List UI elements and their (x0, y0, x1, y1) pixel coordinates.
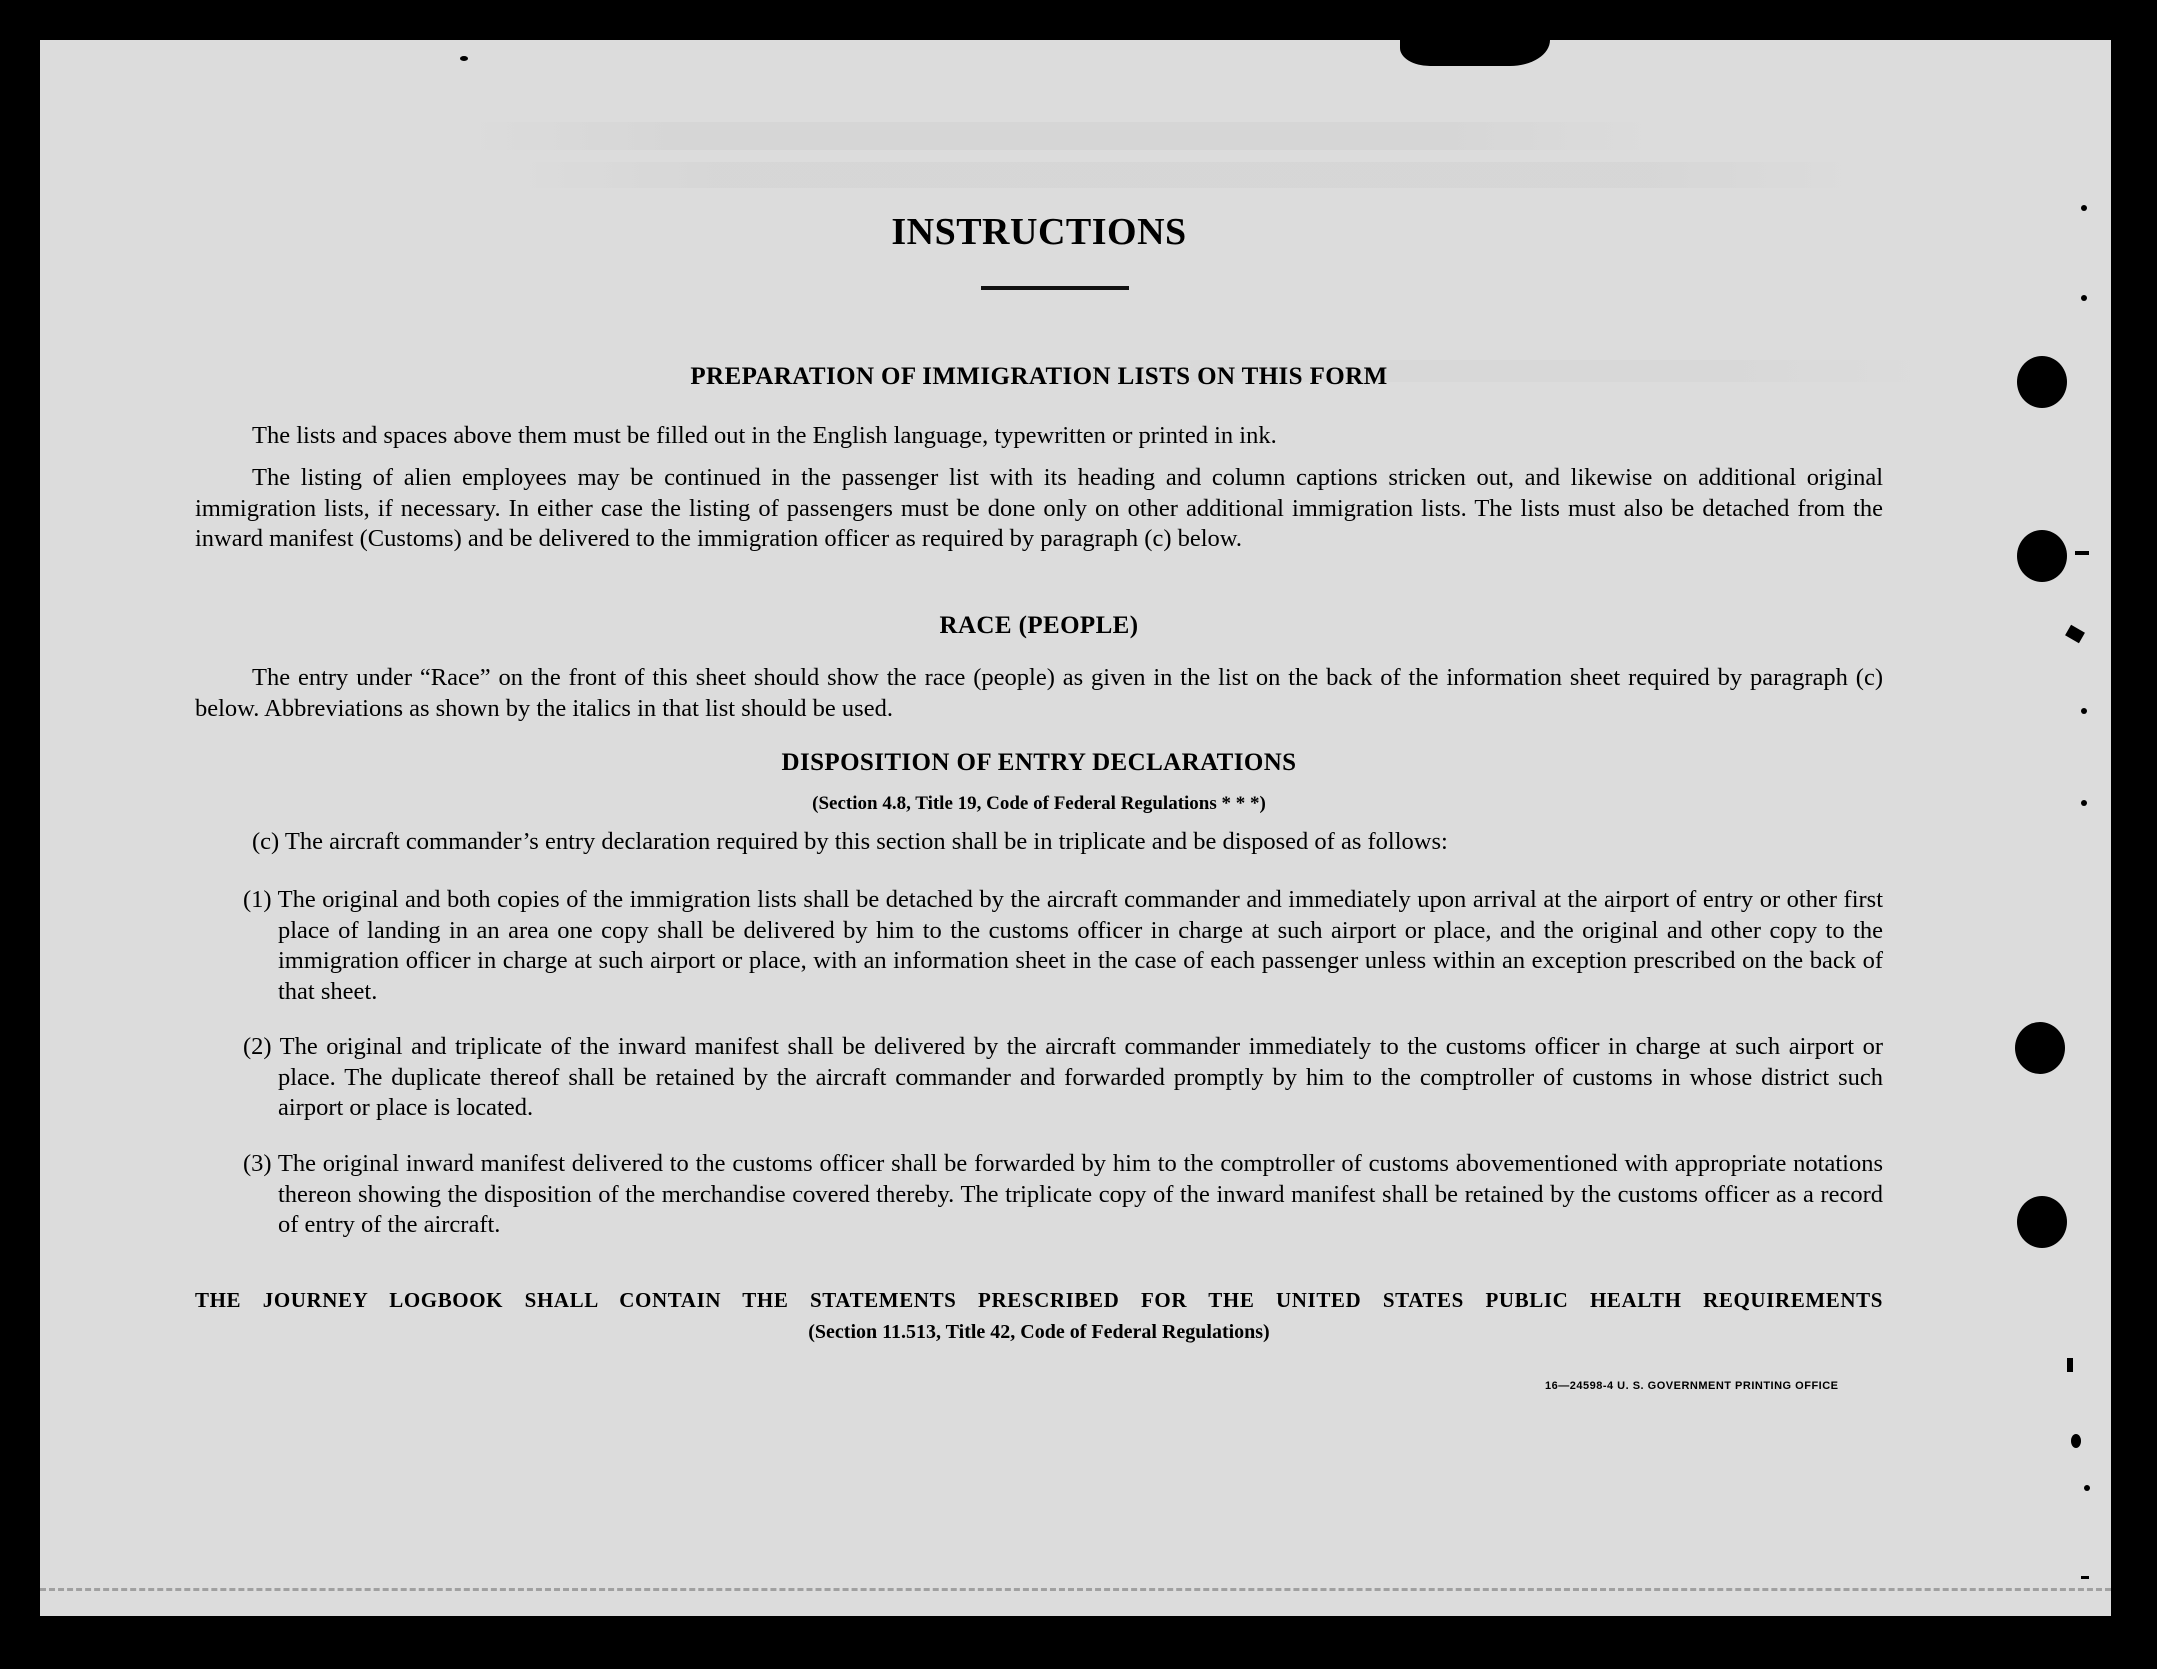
public-health-statement: THE JOURNEY LOGBOOK SHALL CONTAIN THE STATEMENTS PRESCRIBED FOR THE UNITED STATES PUBLIC HEALTH REQUIREMENTS (195, 1288, 1883, 1312)
margin-speck (2081, 295, 2087, 301)
printing-office-imprint: 16—24598-4 U. S. GOVERNMENT PRINTING OFFICE (1545, 1380, 1839, 1392)
title-underline (981, 286, 1129, 290)
margin-speck (2084, 1485, 2090, 1491)
page-title: INSTRUCTIONS (891, 211, 1187, 253)
public-health-citation: (Section 11.513, Title 42, Code of Federal Regulations) (808, 1321, 1270, 1343)
disposition-intro: (c) The aircraft commander’s entry declaration required by this section shall be in triplicate and be disposed of as follows: (252, 828, 1448, 855)
race-heading: RACE (PEOPLE) (939, 612, 1139, 639)
punch-hole (2017, 530, 2067, 582)
bleed-through-mark (510, 162, 1860, 188)
disposition-citation: (Section 4.8, Title 19, Code of Federal Regulations * * *) (812, 793, 1266, 814)
sheet-bottom-edge (40, 1588, 2111, 1591)
torn-edge (1400, 38, 1550, 66)
disposition-item-2: (2) The original and triplicate of the inward manifest shall be delivered by the aircraft commander immediately to the customs officer in charge at such airport or place. The duplicate thereof shall be retained by the aircraft commander and forwarded promptly by him to the comptroller of customs in whose district such airport or place is located. (243, 1033, 1883, 1121)
margin-tick (2081, 1576, 2089, 1579)
margin-speck (460, 56, 468, 61)
margin-speck (2081, 708, 2087, 714)
margin-speck (2081, 205, 2087, 211)
disposition-item-3: (3) The original inward manifest delivered to the customs officer shall be forwarded by him to the comptroller of customs abovementioned with appropriate notations thereon showing the disposition of the merchandise covered thereby. The triplicate copy of the inward manifest shall be retained by the customs officer as a record of entry of the aircraft. (243, 1150, 1883, 1238)
preparation-paragraph-1: The lists and spaces above them must be filled out in the English language, typewritten or printed in ink. (252, 422, 1277, 449)
punch-hole (2017, 356, 2067, 408)
punch-hole (2015, 1022, 2065, 1074)
margin-tick (2067, 1358, 2073, 1372)
margin-tick (2065, 625, 2085, 643)
disposition-heading: DISPOSITION OF ENTRY DECLARATIONS (781, 749, 1297, 776)
punch-hole (2017, 1196, 2067, 1248)
margin-speck (2071, 1434, 2081, 1448)
preparation-heading: PREPARATION OF IMMIGRATION LISTS ON THIS FORM (690, 363, 1388, 390)
margin-speck (2081, 800, 2087, 806)
bleed-through-mark (460, 122, 1660, 150)
race-paragraph: The entry under “Race” on the front of this sheet should show the race (people) as given in the list on the back of the information sheet required by paragraph (c) below. Abbreviations as shown by the italics in that list should be used. (195, 664, 1883, 722)
margin-tick (2075, 551, 2089, 555)
disposition-item-1: (1) The original and both copies of the immigration lists shall be detached by the aircraft commander and immediately upon arrival at the airport of entry or other first place of landing in an area one copy shall be delivered by him to the customs officer in charge at such airport or place, and the original and other copy to the immigration officer in charge at such airport or place, with an information sheet in the case of each passenger unless within an exception prescribed on the back of that sheet. (243, 886, 1883, 1005)
preparation-paragraph-2: The listing of alien employees may be continued in the passenger list with its heading and column captions stricken out, and likewise on additional original immigration lists, if necessary. In either case the listing of passengers must be done only on other additional immigration lists. The lists must also be detached from the inward manifest (Customs) and be delivered to the immigration officer as required by paragraph (c) below. (195, 464, 1883, 552)
